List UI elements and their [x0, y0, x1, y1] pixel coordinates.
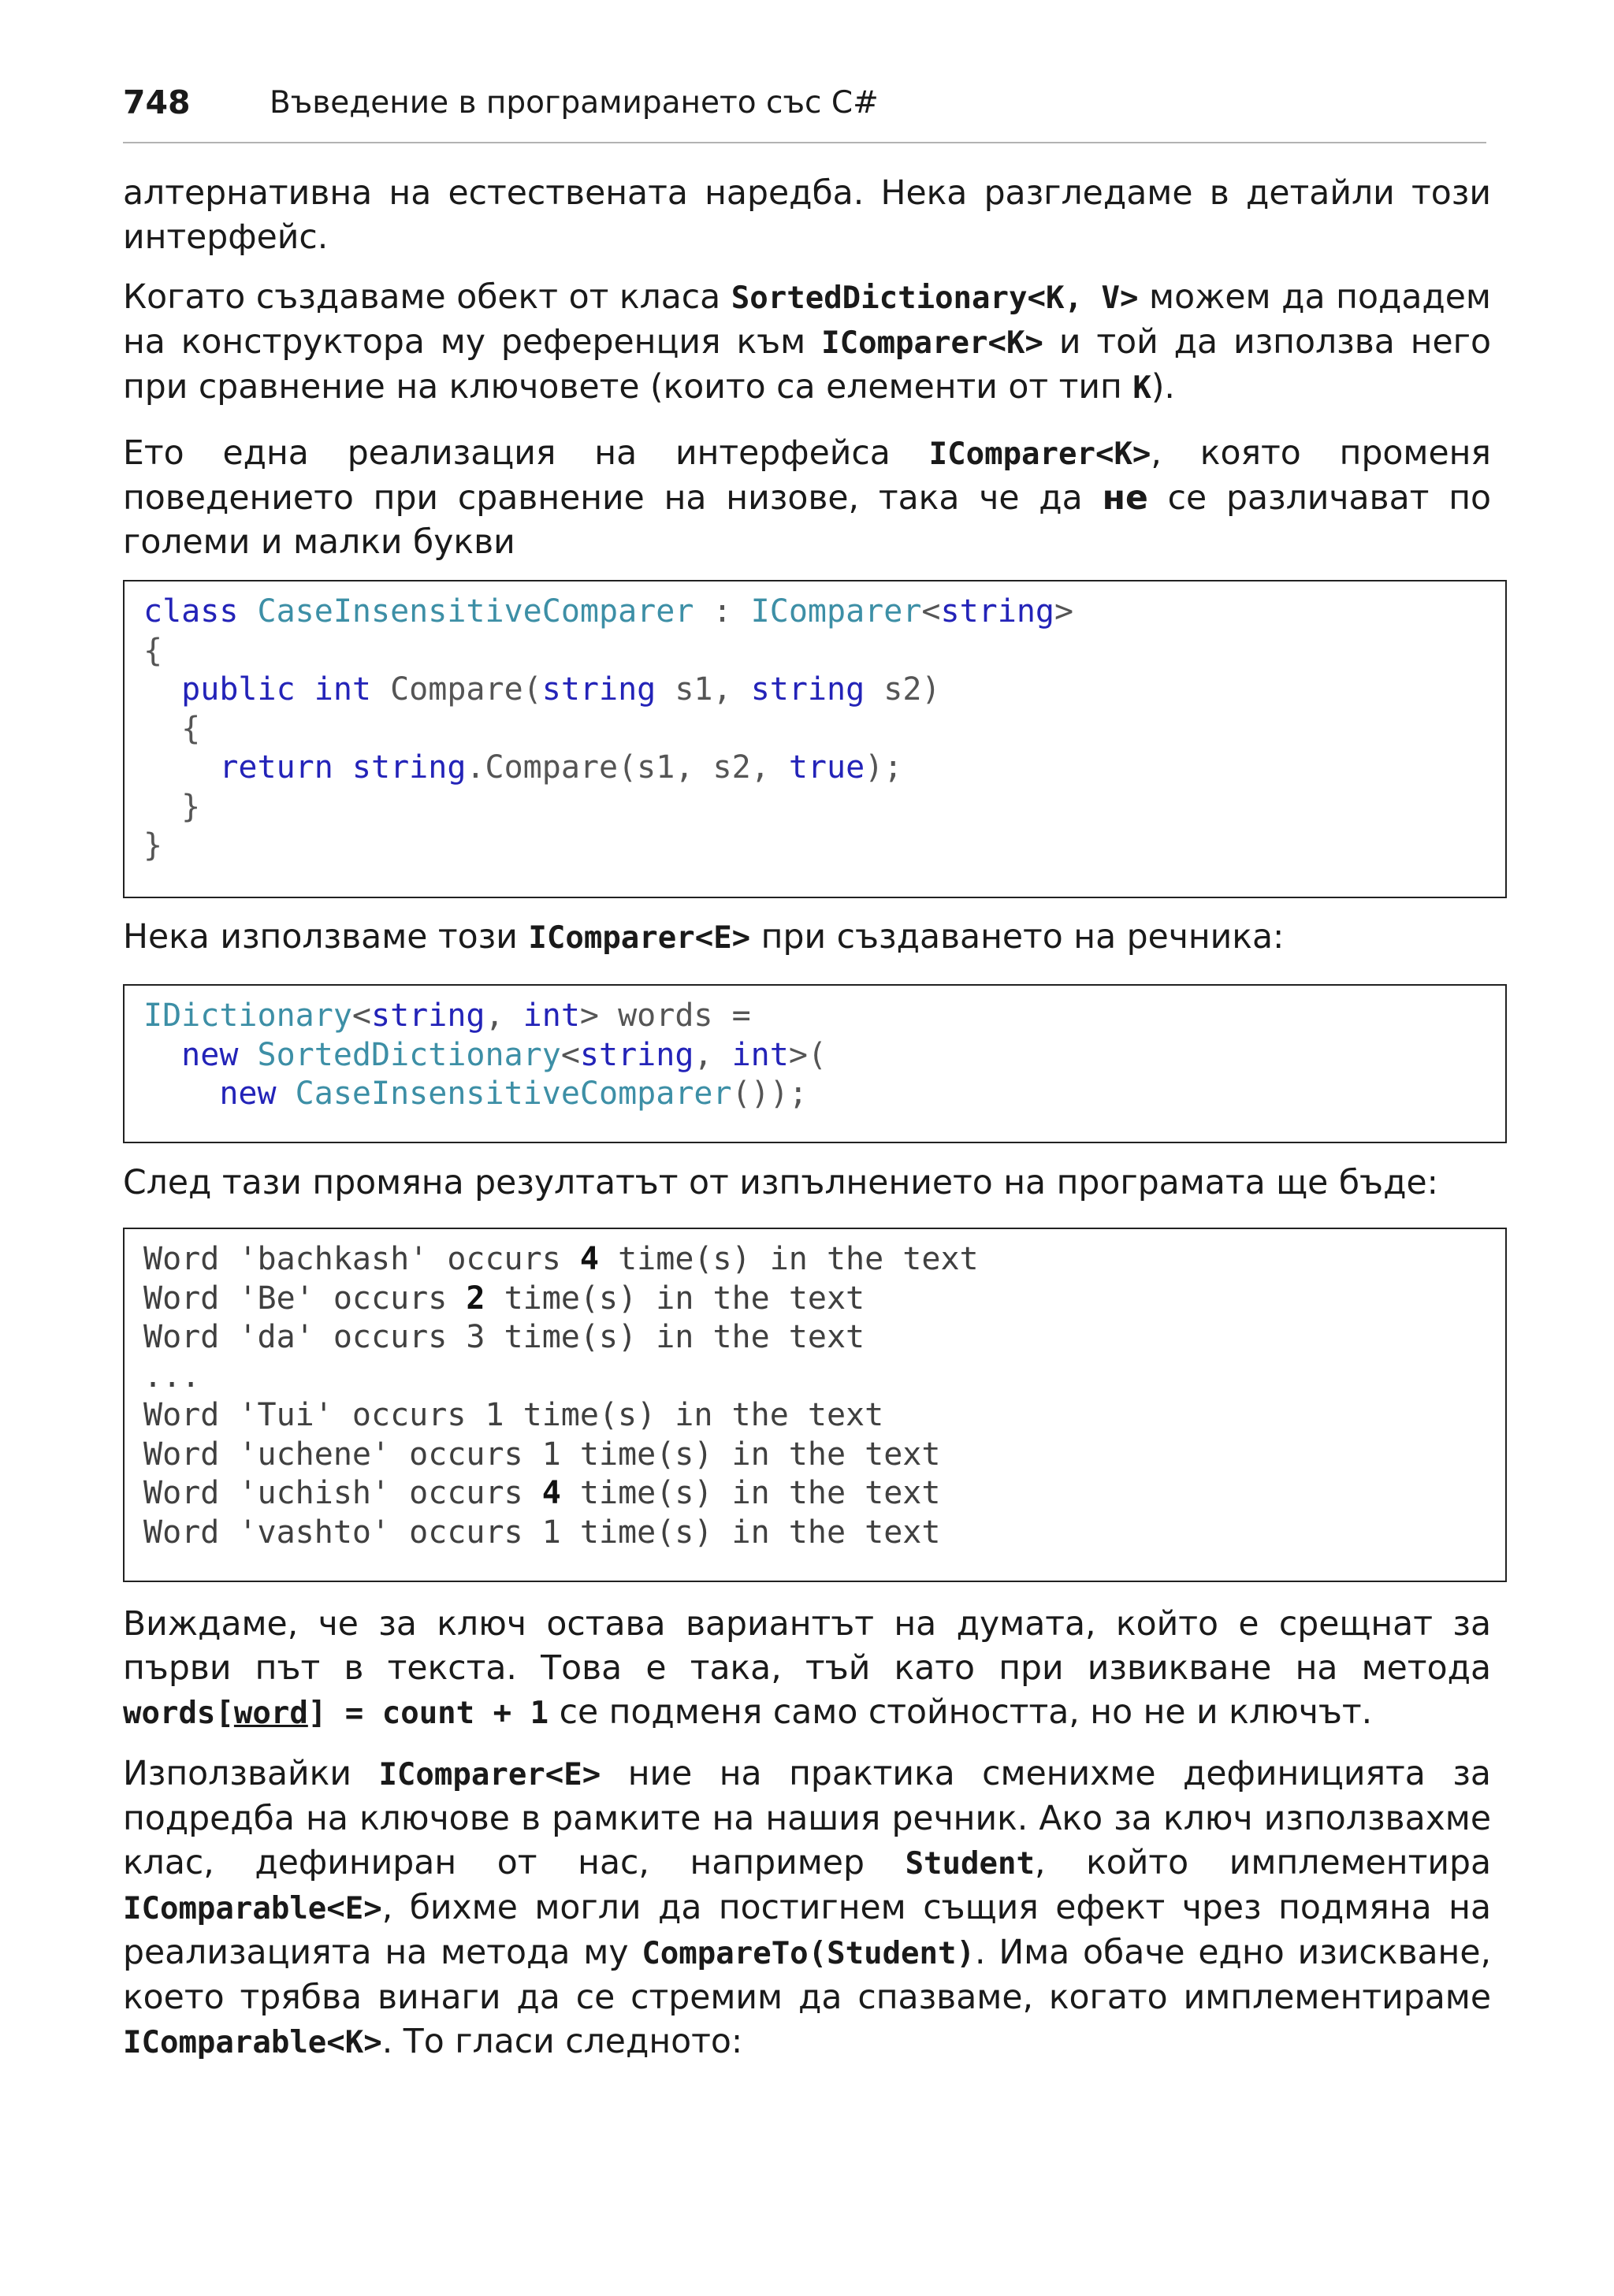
- output-line: Word 'da' occurs 3 time(s) in the text: [143, 1319, 865, 1355]
- code-block-comparer: [123, 580, 1507, 898]
- code-line: new SortedDictionary<string, int>(: [181, 1036, 827, 1073]
- page-number: 748: [123, 84, 191, 121]
- output-line: Word 'uchish' occurs 4 time(s) in the text: [143, 1475, 941, 1511]
- paragraph-2: Когато създаваме обект от класа SortedDictionary<K, V> можем да подадем на конструктора му референция към IComparer<K> и той да използва него при сравнение на ключовете (които са елементи от тип K).: [123, 278, 1491, 407]
- inline-code: SortedDictionary<K, V>: [731, 280, 1139, 316]
- inline-code: IComparer<E>: [378, 1757, 601, 1793]
- inline-code: IComparer<K>: [821, 325, 1043, 361]
- inline-code: words[word] = count + 1: [123, 1696, 549, 1731]
- code-line: new CaseInsensitiveComparer());: [219, 1076, 808, 1112]
- page-header: [123, 79, 1486, 143]
- paragraph-7: Използвайки IComparer<E> ние на практика сменихме дефиницията за подредба на ключове в рамките на нашия речник. Ако за ключ използвахме клас, дефиниран от нас, например Student, който имплементира IComparable<E>, бихме могли да постигнем същия ефект чрез подмяна на реализацията на метода му CompareTo(Student). Има обаче едно изискване, което трябва винаги да се стремим да спазваме, когато имплементираме IComparable<K>. То гласи следното:: [123, 1755, 1491, 2061]
- paragraph-6: Виждаме, че за ключ остава вариантът на думата, който е срещнат за първи път в текста. Това е така, тъй като при извикване на метода words[word] = count + 1 се подменя само стойността, но не и ключът.: [123, 1605, 1491, 1732]
- code-line: {: [143, 710, 201, 747]
- paragraph-1: алтернативна на естествената наредба. Нека разгледаме в детайли този интерфейс.: [123, 174, 1491, 257]
- output-line: Word 'Tui' occurs 1 time(s) in the text: [143, 1397, 884, 1433]
- code-line: return string.Compare(s1, s2, true);: [219, 749, 903, 786]
- inline-code: IComparable<E>: [123, 1891, 382, 1926]
- code-line: }: [143, 788, 201, 825]
- program-output-block: [123, 1228, 1507, 1582]
- code-line: {: [143, 632, 163, 669]
- inline-code: IComparer<E>: [528, 920, 751, 956]
- output-line: ...: [143, 1358, 201, 1395]
- code-block-dictionary: [123, 984, 1507, 1143]
- output-line: Word 'Be' occurs 2 time(s) in the text: [143, 1280, 865, 1317]
- paragraph-5: След тази промяна резултатът от изпълнението на програмата ще бъде:: [123, 1164, 1438, 1202]
- paragraph-3: Ето една реализация на интерфейса IComparer<K>, която променя поведението при сравнение на низове, така че да не се различават по големи и малки букви: [123, 434, 1491, 562]
- code-line: class CaseInsensitiveComparer : IComparer<string>: [143, 593, 1074, 630]
- output-line: Word 'vashto' occurs 1 time(s) in the text: [143, 1514, 941, 1551]
- book-title: Въведение в програмирането със C#: [270, 85, 879, 121]
- paragraph-4: Нека използваме този IComparer<E> при създаването на речника:: [123, 918, 1285, 957]
- output-line: Word 'bachkash' occurs 4 time(s) in the text: [143, 1241, 979, 1277]
- inline-code: IComparable<K>: [123, 2025, 382, 2060]
- output-line: Word 'uchene' occurs 1 time(s) in the text: [143, 1436, 941, 1473]
- inline-code: CompareTo(Student): [642, 1936, 975, 1971]
- inline-code: K: [1132, 370, 1151, 406]
- code-line: public int Compare(string s1, string s2): [181, 671, 941, 708]
- code-line: IDictionary<string, int> words =: [143, 998, 751, 1034]
- bold-word: не: [1102, 479, 1148, 518]
- code-line: }: [143, 827, 163, 864]
- inline-code: Student: [905, 1846, 1035, 1882]
- inline-code: IComparer<K>: [928, 437, 1151, 472]
